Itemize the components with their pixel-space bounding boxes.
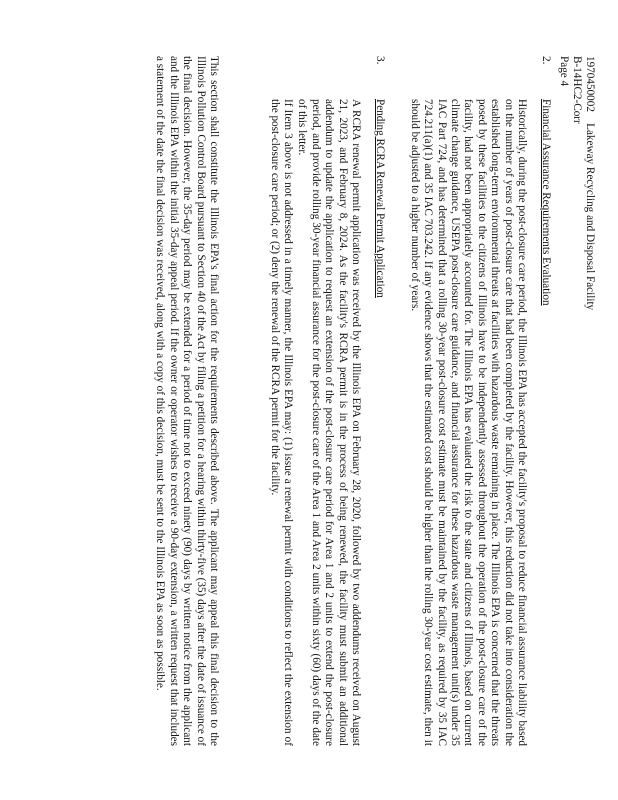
header-facility-id: 1970450002 Lakeway Recycling and Disposal Facility [584,56,596,311]
section-pending-renewal [236,56,386,746]
letter-header [558,56,596,310]
section-heading: Financial Assurance Requirements Evaluation [540,99,552,306]
section-number: 2. [540,56,552,65]
header-permit-log: B-14HC2-Corr [571,56,584,124]
section-number: 3. [374,56,386,65]
header-page-number: Page 4 [558,56,571,87]
section-financial-assurance [392,56,552,746]
appeal-rights-paragraph: This section shall constitute the Illinois EPA's final action for the requirements described above. The applicant may appeal this final decision to the Illinois Pollution Control Board pursuant to Section 40 of the Act by filing a petition for a hearing within thirty-five (35) days after the date of issuance of the final decision. However, the 35-day period may be extended for a period of time not to exceed ninety (90) days by written notice from the applicant and the Illinois EPA within the initial 35-day appeal period. If the owner or operator wishes to receive a 90-day extension, a written request that includes a statement of the date the final decision was received, along with a copy of this decision, must be sent to the Illinois EPA as soon as possible. [154,56,220,746]
section-paragraph: Historically, during the post-closure care period, the Illinois EPA has accepted the facility's proposal to reduce financial assurance liability based on the number of years of post-closure care that had been completed by the facility. However, this reduction did not take into consideration the established long-term environmental threats at facilities with hazardous waste remaining in place. The Illinois EPA is concerned that the threats posed by these facilities to the citizens of Illinois have to be independently assessed throughout the operation of the post-closure care of the facility, had not been appropriately accounted for. The Illinois EPA has evaluated the risk to the state and citizens of Illinois, based on current climate change guidance, USEPA post-closure care guidance, and financial assurance for these hazardous waste management unit(s) under 35 IAC Part 724, and has determined that a rolling 30-year post-closure cost estimate must be maintained by the facility, as required by 35 IAC 724.211(a)(1) and 35 IAC 703.242. If any evidence shows that the estimated cost should be higher than the rolling 30-year cost estimate, then it should be adjusted to a higher number of years. [408,99,528,746]
section-paragraph: If Item 3 above is not addressed in a timely manner, the Illinois EPA may: (1) issue a renewal permit with conditions to reflect the extension of the post-closure care period; or (2) deny the renewal of the RCRA permit for the facility. [268,99,294,746]
section-heading: Pending RCRA Renewal Permit Application [374,99,386,298]
section-paragraph: A RCRA renewal permit application was received by the Illinois EPA on February 28, 2020, followed by two addendums received on August 21, 2023, and February 8, 2024. As the facility's RCRA permit is in the process of being renewed, the facility must submit an additional addendum to update the application to request an extension of the post-closure care period for Area 1 and 2 units to extend the post-closure period, and provide rolling 30-year financial assurance for the post-closure care of the Area 1 and Area 2 units within sixty (60) days of the date of this letter. [296,99,362,746]
